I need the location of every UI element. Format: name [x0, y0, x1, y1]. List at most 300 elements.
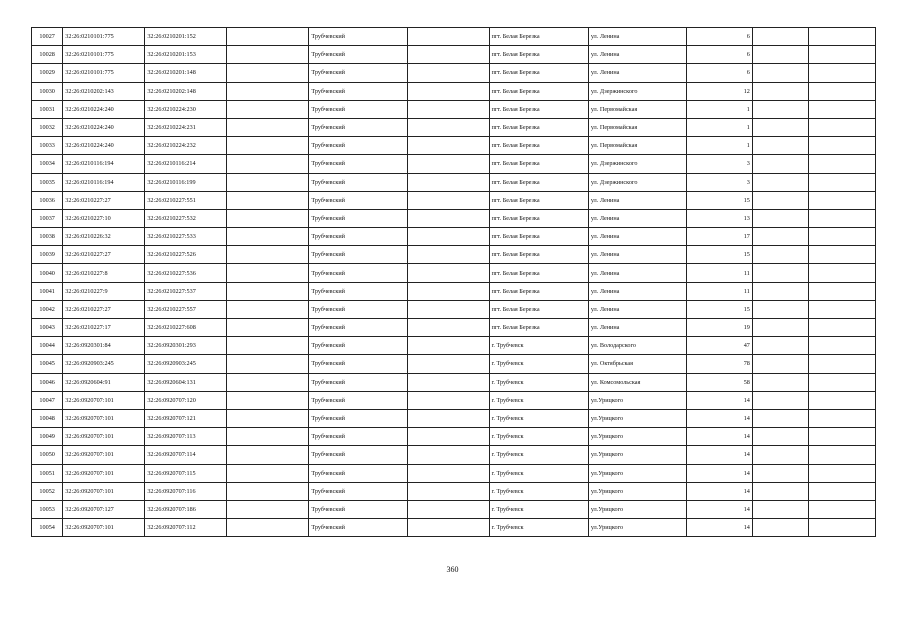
cell-empty	[407, 519, 489, 537]
cell-empty	[227, 82, 309, 100]
cell-house-number: 3	[687, 173, 753, 191]
cell-record-number: 10028	[32, 46, 63, 64]
cell-empty	[407, 264, 489, 282]
cell-district: Трубчевский	[309, 409, 407, 427]
cell-district: Трубчевский	[309, 482, 407, 500]
cell-empty	[227, 482, 309, 500]
cell-empty	[752, 464, 808, 482]
cell-record-number: 10051	[32, 464, 63, 482]
cell-cadastral-parent: 32:26:0210227:17	[63, 319, 145, 337]
cell-empty	[227, 46, 309, 64]
records-table	[31, 27, 876, 537]
cell-empty	[808, 500, 875, 518]
cell-empty	[407, 209, 489, 227]
cell-cadastral-number: 32:26:0210116:199	[145, 173, 227, 191]
cell-street: ул. Ленина	[588, 191, 686, 209]
cell-empty	[808, 482, 875, 500]
cell-empty	[227, 209, 309, 227]
table-row	[32, 100, 876, 118]
cell-cadastral-number: 32:26:0210227:551	[145, 191, 227, 209]
cell-empty	[407, 82, 489, 100]
table-row	[32, 428, 876, 446]
cell-house-number: 14	[687, 519, 753, 537]
cell-empty	[227, 173, 309, 191]
cell-record-number: 10030	[32, 82, 63, 100]
cell-empty	[407, 118, 489, 136]
cell-house-number: 14	[687, 391, 753, 409]
cell-empty	[808, 228, 875, 246]
cell-locality: г. Трубчевск	[489, 337, 588, 355]
table-row	[32, 391, 876, 409]
cell-empty	[227, 464, 309, 482]
cell-empty	[407, 428, 489, 446]
cell-empty	[752, 519, 808, 537]
cell-empty	[227, 282, 309, 300]
cell-empty	[227, 228, 309, 246]
cell-street: ул. Дзержинского	[588, 82, 686, 100]
cell-street: ул.Урицкого	[588, 482, 686, 500]
cell-district: Трубчевский	[309, 118, 407, 136]
cell-locality: пгт. Белая Березка	[489, 191, 588, 209]
table-row	[32, 191, 876, 209]
table-row	[32, 409, 876, 427]
cell-empty	[407, 64, 489, 82]
cell-district: Трубчевский	[309, 28, 407, 46]
cell-cadastral-number: 32:26:0210201:153	[145, 46, 227, 64]
cell-street: ул. Дзержинского	[588, 173, 686, 191]
cell-cadastral-parent: 32:26:0210224:240	[63, 118, 145, 136]
cell-record-number: 10042	[32, 300, 63, 318]
cell-house-number: 13	[687, 209, 753, 227]
cell-cadastral-parent: 32:26:0210116:194	[63, 155, 145, 173]
cell-empty	[808, 446, 875, 464]
cell-district: Трубчевский	[309, 173, 407, 191]
cell-street: ул. Дзержинского	[588, 155, 686, 173]
table-row	[32, 282, 876, 300]
table-row	[32, 482, 876, 500]
cell-locality: г. Трубчевск	[489, 391, 588, 409]
cell-cadastral-parent: 32:26:0210116:194	[63, 173, 145, 191]
cell-street: ул.Урицкого	[588, 464, 686, 482]
cell-cadastral-number: 32:26:0920707:114	[145, 446, 227, 464]
cell-record-number: 10037	[32, 209, 63, 227]
cell-empty	[227, 64, 309, 82]
cell-street: ул. Володарского	[588, 337, 686, 355]
cell-district: Трубчевский	[309, 64, 407, 82]
cell-empty	[808, 373, 875, 391]
cell-empty	[407, 409, 489, 427]
cell-empty	[227, 191, 309, 209]
cell-record-number: 10032	[32, 118, 63, 136]
cell-empty	[227, 337, 309, 355]
cell-cadastral-parent: 32:26:0920707:101	[63, 409, 145, 427]
cell-empty	[407, 46, 489, 64]
cell-locality: пгт. Белая Березка	[489, 100, 588, 118]
cell-empty	[227, 428, 309, 446]
cell-empty	[808, 319, 875, 337]
cell-empty	[752, 500, 808, 518]
cell-cadastral-parent: 32:26:0920604:91	[63, 373, 145, 391]
cell-locality: пгт. Белая Березка	[489, 173, 588, 191]
cell-locality: пгт. Белая Березка	[489, 118, 588, 136]
cell-house-number: 6	[687, 46, 753, 64]
table-row	[32, 300, 876, 318]
cell-house-number: 14	[687, 464, 753, 482]
cell-empty	[407, 319, 489, 337]
cell-empty	[752, 409, 808, 427]
cell-cadastral-parent: 32:26:0210227:27	[63, 246, 145, 264]
cell-record-number: 10050	[32, 446, 63, 464]
table-row	[32, 519, 876, 537]
cell-district: Трубчевский	[309, 264, 407, 282]
cell-street: ул.Урицкого	[588, 519, 686, 537]
table-row	[32, 337, 876, 355]
cell-district: Трубчевский	[309, 46, 407, 64]
cell-empty	[808, 355, 875, 373]
cell-empty	[227, 264, 309, 282]
cell-empty	[752, 100, 808, 118]
cell-district: Трубчевский	[309, 464, 407, 482]
cell-empty	[407, 228, 489, 246]
cell-district: Трубчевский	[309, 300, 407, 318]
cell-district: Трубчевский	[309, 355, 407, 373]
cell-empty	[752, 64, 808, 82]
cell-empty	[407, 391, 489, 409]
cell-cadastral-number: 32:26:0210224:230	[145, 100, 227, 118]
table-row	[32, 373, 876, 391]
cell-house-number: 6	[687, 28, 753, 46]
cell-cadastral-parent: 32:26:0210101:775	[63, 64, 145, 82]
cell-empty	[407, 246, 489, 264]
cell-house-number: 1	[687, 100, 753, 118]
cell-empty	[808, 391, 875, 409]
cell-empty	[752, 137, 808, 155]
cell-empty	[808, 409, 875, 427]
cell-empty	[227, 355, 309, 373]
cell-locality: г. Трубчевск	[489, 482, 588, 500]
cell-cadastral-number: 32:26:0210201:152	[145, 28, 227, 46]
table-body	[32, 28, 876, 537]
cell-empty	[752, 446, 808, 464]
cell-empty	[227, 519, 309, 537]
cell-locality: пгт. Белая Березка	[489, 209, 588, 227]
cell-locality: пгт. Белая Березка	[489, 155, 588, 173]
cell-street: ул.Урицкого	[588, 500, 686, 518]
cell-street: ул. Ленина	[588, 282, 686, 300]
cell-cadastral-parent: 32:26:0920707:127	[63, 500, 145, 518]
cell-cadastral-number: 32:26:0920604:131	[145, 373, 227, 391]
cell-cadastral-number: 32:26:0210224:232	[145, 137, 227, 155]
cell-street: ул.Урицкого	[588, 446, 686, 464]
cell-cadastral-parent: 32:26:0920903:245	[63, 355, 145, 373]
cell-cadastral-parent: 32:26:0210227:8	[63, 264, 145, 282]
cell-house-number: 15	[687, 191, 753, 209]
cell-street: ул. Ленина	[588, 246, 686, 264]
cell-empty	[752, 264, 808, 282]
cell-locality: г. Трубчевск	[489, 446, 588, 464]
table-row	[32, 137, 876, 155]
cell-district: Трубчевский	[309, 319, 407, 337]
cell-street: ул. Ленина	[588, 319, 686, 337]
cell-empty	[407, 282, 489, 300]
cell-empty	[752, 373, 808, 391]
cell-empty	[808, 246, 875, 264]
cell-street: ул.Урицкого	[588, 428, 686, 446]
cell-street: ул. Первомайская	[588, 100, 686, 118]
cell-house-number: 15	[687, 246, 753, 264]
cell-empty	[808, 300, 875, 318]
table-row	[32, 355, 876, 373]
cell-cadastral-number: 32:26:0920707:116	[145, 482, 227, 500]
cell-empty	[227, 100, 309, 118]
table-row	[32, 209, 876, 227]
cell-empty	[227, 155, 309, 173]
cell-locality: пгт. Белая Березка	[489, 319, 588, 337]
cell-record-number: 10043	[32, 319, 63, 337]
table-row	[32, 264, 876, 282]
cell-house-number: 78	[687, 355, 753, 373]
cell-locality: г. Трубчевск	[489, 355, 588, 373]
table-row	[32, 173, 876, 191]
cell-locality: пгт. Белая Березка	[489, 64, 588, 82]
cell-cadastral-parent: 32:26:0210101:775	[63, 28, 145, 46]
table-row	[32, 118, 876, 136]
cell-house-number: 14	[687, 446, 753, 464]
cell-cadastral-parent: 32:26:0210101:775	[63, 46, 145, 64]
table-row	[32, 28, 876, 46]
table-row	[32, 155, 876, 173]
cell-record-number: 10034	[32, 155, 63, 173]
cell-empty	[808, 100, 875, 118]
cell-empty	[752, 228, 808, 246]
cell-empty	[752, 173, 808, 191]
cell-street: ул.Урицкого	[588, 409, 686, 427]
cell-empty	[808, 28, 875, 46]
cell-empty	[407, 464, 489, 482]
cell-empty	[808, 209, 875, 227]
cell-house-number: 6	[687, 64, 753, 82]
cell-cadastral-parent: 32:26:0920707:101	[63, 428, 145, 446]
cell-empty	[752, 428, 808, 446]
cell-district: Трубчевский	[309, 446, 407, 464]
cell-record-number: 10027	[32, 28, 63, 46]
cell-cadastral-number: 32:26:0920301:293	[145, 337, 227, 355]
cell-empty	[808, 282, 875, 300]
cell-empty	[407, 482, 489, 500]
cell-district: Трубчевский	[309, 100, 407, 118]
cell-empty	[227, 446, 309, 464]
cell-cadastral-number: 32:26:0920707:112	[145, 519, 227, 537]
table-row	[32, 46, 876, 64]
cell-district: Трубчевский	[309, 209, 407, 227]
cell-locality: пгт. Белая Березка	[489, 28, 588, 46]
cell-district: Трубчевский	[309, 228, 407, 246]
cell-empty	[808, 82, 875, 100]
cell-street: ул. Ленина	[588, 46, 686, 64]
cell-street: ул. Ленина	[588, 64, 686, 82]
cell-empty	[808, 191, 875, 209]
cell-empty	[227, 246, 309, 264]
table-row	[32, 64, 876, 82]
cell-record-number: 10036	[32, 191, 63, 209]
cell-record-number: 10029	[32, 64, 63, 82]
cell-house-number: 17	[687, 228, 753, 246]
cell-empty	[752, 191, 808, 209]
cell-locality: пгт. Белая Березка	[489, 300, 588, 318]
cell-record-number: 10053	[32, 500, 63, 518]
cell-locality: г. Трубчевск	[489, 500, 588, 518]
cell-locality: г. Трубчевск	[489, 464, 588, 482]
cell-empty	[752, 46, 808, 64]
cell-cadastral-number: 32:26:0920707:115	[145, 464, 227, 482]
cell-empty	[808, 155, 875, 173]
cell-cadastral-parent: 32:26:0210227:9	[63, 282, 145, 300]
cell-empty	[808, 173, 875, 191]
cell-record-number: 10046	[32, 373, 63, 391]
cell-empty	[752, 282, 808, 300]
cell-empty	[227, 500, 309, 518]
table-row	[32, 500, 876, 518]
cell-empty	[752, 155, 808, 173]
cell-street: ул. Первомайская	[588, 118, 686, 136]
cell-record-number: 10048	[32, 409, 63, 427]
cell-cadastral-parent: 32:26:0920707:101	[63, 519, 145, 537]
cell-locality: г. Трубчевск	[489, 428, 588, 446]
cell-locality: пгт. Белая Березка	[489, 137, 588, 155]
cell-empty	[808, 264, 875, 282]
cell-house-number: 14	[687, 482, 753, 500]
cell-empty	[407, 191, 489, 209]
cell-empty	[407, 28, 489, 46]
cell-cadastral-number: 32:26:0210224:231	[145, 118, 227, 136]
cell-record-number: 10044	[32, 337, 63, 355]
table-row	[32, 246, 876, 264]
cell-record-number: 10040	[32, 264, 63, 282]
cell-house-number: 15	[687, 300, 753, 318]
cell-district: Трубчевский	[309, 519, 407, 537]
cell-house-number: 14	[687, 409, 753, 427]
cell-locality: пгт. Белая Березка	[489, 228, 588, 246]
cell-district: Трубчевский	[309, 391, 407, 409]
cell-cadastral-parent: 32:26:0210227:10	[63, 209, 145, 227]
cell-cadastral-parent: 32:26:0210202:143	[63, 82, 145, 100]
cell-cadastral-parent: 32:26:0210226:32	[63, 228, 145, 246]
cell-empty	[407, 173, 489, 191]
cell-street: ул. Ленина	[588, 300, 686, 318]
cell-empty	[752, 82, 808, 100]
cell-record-number: 10035	[32, 173, 63, 191]
cell-street: ул. Комсомольская	[588, 373, 686, 391]
cell-cadastral-parent: 32:26:0920707:101	[63, 464, 145, 482]
cell-district: Трубчевский	[309, 82, 407, 100]
cell-house-number: 11	[687, 282, 753, 300]
cell-house-number: 14	[687, 500, 753, 518]
cell-empty	[808, 428, 875, 446]
cell-empty	[407, 373, 489, 391]
cell-empty	[407, 137, 489, 155]
cell-district: Трубчевский	[309, 428, 407, 446]
table-row	[32, 228, 876, 246]
cell-cadastral-parent: 32:26:0210227:27	[63, 191, 145, 209]
cell-cadastral-number: 32:26:0210227:608	[145, 319, 227, 337]
cell-district: Трубчевский	[309, 155, 407, 173]
cell-empty	[752, 246, 808, 264]
cell-house-number: 1	[687, 137, 753, 155]
cell-record-number: 10039	[32, 246, 63, 264]
cell-empty	[808, 464, 875, 482]
cell-empty	[407, 155, 489, 173]
cell-record-number: 10041	[32, 282, 63, 300]
cell-record-number: 10045	[32, 355, 63, 373]
cell-empty	[808, 519, 875, 537]
cell-empty	[407, 337, 489, 355]
table-row	[32, 82, 876, 100]
cell-empty	[227, 409, 309, 427]
table-row	[32, 464, 876, 482]
cell-record-number: 10052	[32, 482, 63, 500]
cell-empty	[407, 100, 489, 118]
cell-empty	[752, 355, 808, 373]
cell-house-number: 1	[687, 118, 753, 136]
page-number: 360	[446, 565, 459, 574]
cell-empty	[227, 373, 309, 391]
cell-empty	[752, 391, 808, 409]
cell-cadastral-number: 32:26:0920707:120	[145, 391, 227, 409]
cell-empty	[227, 319, 309, 337]
cell-district: Трубчевский	[309, 282, 407, 300]
cell-empty	[407, 355, 489, 373]
cell-street: ул. Ленина	[588, 209, 686, 227]
cell-empty	[808, 337, 875, 355]
cell-locality: г. Трубчевск	[489, 373, 588, 391]
table-row	[32, 446, 876, 464]
cell-record-number: 10049	[32, 428, 63, 446]
cell-cadastral-parent: 32:26:0920707:101	[63, 446, 145, 464]
cell-cadastral-number: 32:26:0920707:113	[145, 428, 227, 446]
cell-cadastral-number: 32:26:0210227:536	[145, 264, 227, 282]
cell-cadastral-parent: 32:26:0920707:101	[63, 482, 145, 500]
cell-empty	[752, 482, 808, 500]
cell-house-number: 3	[687, 155, 753, 173]
cell-house-number: 58	[687, 373, 753, 391]
cell-cadastral-number: 32:26:0210202:148	[145, 82, 227, 100]
cell-empty	[752, 209, 808, 227]
cell-cadastral-parent: 32:26:0920707:101	[63, 391, 145, 409]
cell-cadastral-parent: 32:26:0210227:27	[63, 300, 145, 318]
cell-cadastral-number: 32:26:0210201:148	[145, 64, 227, 82]
cell-street: ул.Урицкого	[588, 391, 686, 409]
cell-house-number: 14	[687, 428, 753, 446]
cell-district: Трубчевский	[309, 137, 407, 155]
cell-cadastral-parent: 32:26:0920301:84	[63, 337, 145, 355]
cell-district: Трубчевский	[309, 373, 407, 391]
cell-street: ул. Октябрьская	[588, 355, 686, 373]
cell-empty	[227, 28, 309, 46]
cell-street: ул. Ленина	[588, 28, 686, 46]
cell-locality: г. Трубчевск	[489, 519, 588, 537]
cell-district: Трубчевский	[309, 337, 407, 355]
cell-locality: пгт. Белая Березка	[489, 82, 588, 100]
cell-cadastral-number: 32:26:0920903:245	[145, 355, 227, 373]
cell-empty	[808, 118, 875, 136]
cell-empty	[227, 391, 309, 409]
cell-record-number: 10038	[32, 228, 63, 246]
cell-cadastral-number: 32:26:0210227:533	[145, 228, 227, 246]
cell-house-number: 47	[687, 337, 753, 355]
cell-empty	[227, 137, 309, 155]
cell-empty	[407, 300, 489, 318]
cell-locality: г. Трубчевск	[489, 409, 588, 427]
